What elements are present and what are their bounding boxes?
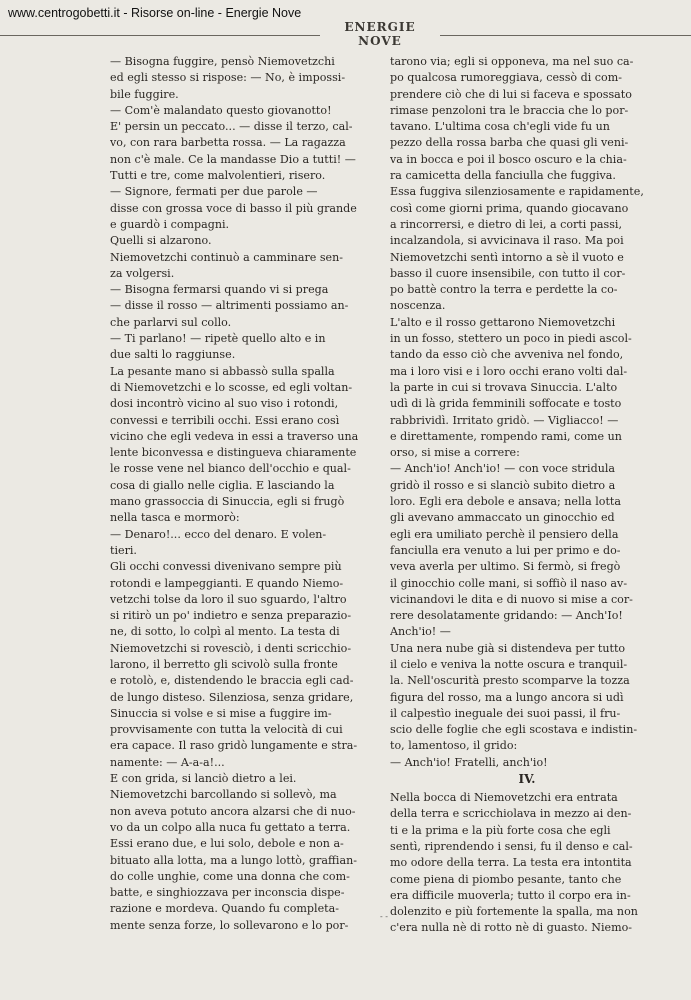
text-line: tando da esso ciò che avveniva nel fondo, bbox=[390, 348, 624, 362]
site-header: www.centrogobetti.it - Risorse on-line - Energie Nove bbox=[8, 6, 302, 20]
text-line: lente biconvessa e distingueva chiaramente bbox=[110, 446, 357, 460]
text-line: rere desolatamente gridando: — Anch'Io! bbox=[390, 609, 623, 623]
text-line: Niemovetzchi si rovesciò, i denti scricchio- bbox=[110, 641, 352, 655]
text-line: orso, si mise a correre: bbox=[390, 446, 520, 460]
text-line: — Anch'io! Fratelli, anch'io! bbox=[390, 755, 548, 769]
text-line: de lungo disteso. Silenziosa, senza gridare, bbox=[110, 690, 354, 704]
text-line: po qualcosa rumoreggiava, cessò di com- bbox=[390, 71, 622, 85]
text-line: Anch'io! — bbox=[390, 625, 451, 639]
text-line: loro. Egli era debole e ansava; nella lotta bbox=[390, 495, 621, 509]
text-line: il calpestìo ineguale dei suoi passi, il fru- bbox=[390, 706, 621, 720]
text-line: tieri. bbox=[110, 543, 137, 557]
text-line: za volgersi. bbox=[110, 266, 175, 280]
text-line: cosa di giallo nelle ciglia. E lasciando la bbox=[110, 478, 335, 492]
section-heading: IV. bbox=[518, 772, 536, 787]
text-line: Niemovetzchi sentì intorno a sè il vuoto e bbox=[390, 250, 624, 264]
text-line: L'alto e il rosso gettarono Niemovetzchi bbox=[390, 315, 616, 329]
text-line: come piena di piombo pesante, tanto che bbox=[390, 872, 622, 886]
text-line: rotondi e lampeggianti. E quando Niemo- bbox=[110, 576, 344, 590]
text-line: due salti lo raggiunse. bbox=[110, 348, 236, 362]
text-line: era difficile muoverla; tutto il corpo era in- bbox=[390, 888, 631, 902]
text-line: udì di là grida femminili soffocate e tosto bbox=[390, 397, 622, 411]
text-line: gli avevano ammaccato un ginocchio ed bbox=[390, 511, 615, 525]
page-mark: - - bbox=[380, 912, 388, 921]
text-line: — Bisogna fuggire, pensò Niemovetzchi bbox=[110, 55, 335, 68]
text-line: nella tasca e mormorò: bbox=[110, 511, 240, 525]
text-line: tavano. L'ultima cosa ch'egli vide fu un bbox=[390, 120, 610, 134]
text-line: — Signore, fermati per due parole — bbox=[110, 185, 318, 199]
text-line: il ginocchio colle mani, si soffiò il naso av- bbox=[390, 576, 628, 590]
text-line: Una nera nube già si distendeva per tutto bbox=[390, 641, 626, 655]
text-line: ra camicetta della fanciulla che fuggiva. bbox=[390, 169, 616, 183]
text-line: c'era nulla nè di rotto nè di guasto. Niemo- bbox=[390, 921, 633, 935]
text-line: veva averla per ultimo. Si fermò, si fregò bbox=[390, 560, 621, 574]
text-line: ne, di sotto, lo colpì al mento. La testa di bbox=[110, 625, 340, 639]
text-line: namente: — A-a-a!... bbox=[110, 755, 225, 769]
text-line: le rosse vene nel bianco dell'occhio e qual- bbox=[110, 462, 351, 476]
text-line: incalzandola, si avvicinava il raso. Ma poi bbox=[390, 234, 624, 248]
text-line: di Niemovetzchi e lo scosse, ed egli voltan- bbox=[110, 380, 353, 394]
text-line: della terra e scricchiolava in mezzo ai den- bbox=[390, 807, 632, 821]
text-line: dolenzito e più fortemente la spalla, ma non bbox=[390, 905, 638, 919]
text-line: il cielo e veniva la notte oscura e tranquil- bbox=[390, 657, 628, 671]
text-line: vo da un colpo alla nuca fu gettato a terra. bbox=[110, 820, 351, 834]
text-line: larono, il berretto gli scivolò sulla fronte bbox=[110, 657, 338, 671]
text-line: Gli occhi convessi divenivano sempre più bbox=[110, 560, 342, 574]
text-line: Essi erano due, e lui solo, debole e non a- bbox=[110, 837, 344, 851]
text-line: Tutti e tre, come malvolentieri, risero. bbox=[110, 169, 326, 183]
text-line: dosi incontrò vicino al suo viso i rotondi, bbox=[110, 397, 339, 411]
text-line: to, lamentoso, il grido: bbox=[390, 739, 518, 753]
text-line: batte, e singhiozzava per inconscia dispe- bbox=[110, 886, 345, 900]
text-line: mano grassoccia di Sinuccia, egli si frugò bbox=[110, 495, 345, 509]
text-line: provvisamente con tutta la velocità di cui bbox=[110, 723, 343, 737]
text-line: gridò il rosso e si slanciò subito dietro a bbox=[390, 478, 616, 492]
text-line: e direttamente, rompendo rami, come un bbox=[390, 429, 622, 443]
header-rule-right bbox=[440, 35, 691, 36]
text-line: — Ti parlano! — ripetè quello alto e in bbox=[110, 332, 326, 346]
text-line: bituato alla lotta, ma a lungo lottò, graffian- bbox=[110, 853, 357, 867]
text-line: disse con grossa voce di basso il più grande bbox=[110, 201, 357, 215]
text-line: — Denaro!... ecco del denaro. E volen- bbox=[110, 527, 327, 541]
text-line: Quelli si alzarono. bbox=[110, 234, 212, 248]
text-line: pezzo della rossa barba che quasi gli veni- bbox=[390, 136, 629, 150]
text-line: tarono via; egli si opponeva, ma nel suo ca- bbox=[390, 55, 634, 68]
text-line: vicinandovi le dita e di nuovo si mise a cor- bbox=[390, 592, 633, 606]
text-line: così come giorni prima, quando giocavano bbox=[390, 201, 629, 215]
text-line: — Anch'io! Anch'io! — con voce stridula bbox=[390, 462, 616, 476]
text-line: bile fuggire. bbox=[110, 87, 179, 101]
running-head: ENERGIE NOVE bbox=[344, 20, 416, 48]
text-line: ti e la prima e la più forte cosa che egli bbox=[390, 823, 611, 837]
text-line: basso il cuore insensibile, con tutto il cor- bbox=[390, 266, 626, 280]
text-line: — Com'è malandato questo giovanotto! bbox=[110, 103, 332, 117]
text-line: e rotolò, e, distendendo le braccia egli cad- bbox=[110, 674, 354, 688]
text-line: si ritirò un po' indietro e senza preparazio- bbox=[110, 609, 352, 623]
text-line: po battè contro la terra e perdette la co- bbox=[390, 283, 618, 297]
text-line: mo odore della terra. La testa era intontita bbox=[390, 856, 632, 870]
text-line: fanciulla era venuto a lui per primo e do- bbox=[390, 543, 621, 557]
text-line: in un fosso, stettero un poco in piedi ascol- bbox=[390, 332, 632, 346]
header-rule-left bbox=[0, 35, 320, 36]
text-line: rimase penzoloni tra le braccia che lo por- bbox=[390, 103, 629, 117]
text-line: — Bisogna fermarsi quando vi si prega bbox=[110, 283, 329, 297]
text-line: — disse il rosso — altrimenti possiamo an- bbox=[110, 299, 349, 313]
text-line: Niemovetzchi continuò a camminare sen- bbox=[110, 250, 343, 264]
left-column bbox=[110, 54, 372, 934]
text-line: vicino che egli vedeva in essi a traverso una bbox=[110, 429, 359, 443]
text-line: ma i loro visi e i loro occhi erano volti dal- bbox=[390, 364, 628, 378]
text-line: do colle unghie, come una donna che com- bbox=[110, 869, 350, 883]
text-line: vetzchi tolse da loro il suo sguardo, l'altro bbox=[110, 592, 347, 606]
text-line: vo, con rara barbetta rossa. — La ragazza bbox=[110, 136, 346, 150]
text-line: E con grida, si lanciò dietro a lei. bbox=[110, 772, 297, 786]
text-line: a rincorrersi, e dietro di lei, a corti passi, bbox=[390, 217, 623, 231]
text-line: la. Nell'oscurità presto scomparve la tozza bbox=[390, 674, 630, 688]
text-line: non c'è male. Ce la mandasse Dio a tutti! — bbox=[110, 152, 356, 166]
text-line: La pesante mano si abbassò sulla spalla bbox=[110, 364, 335, 378]
text-line: sentì, riprendendo i sensi, fu il denso e cal- bbox=[390, 839, 633, 853]
text-line: era capace. Il raso gridò lungamente e stra- bbox=[110, 739, 358, 753]
text-line: E' persin un peccato... — disse il terzo, cal- bbox=[110, 120, 353, 134]
text-line: che parlarvi sul collo. bbox=[110, 315, 232, 329]
text-line: razione e mordeva. Quando fu completa- bbox=[110, 902, 339, 916]
text-line: noscenza. bbox=[390, 299, 446, 313]
text-line: figura del rosso, ma a lungo ancora si udì bbox=[390, 690, 624, 704]
right-column bbox=[390, 54, 664, 937]
text-line: non aveva potuto ancora alzarsi che di nuo- bbox=[110, 804, 356, 818]
text-line: ed egli stesso si rispose: — No, è impossi- bbox=[110, 71, 346, 85]
text-line: prendere ciò che di lui si faceva e spossato bbox=[390, 87, 632, 101]
text-line: Niemovetzchi barcollando si sollevò, ma bbox=[110, 788, 337, 802]
text-line: Nella bocca di Niemovetzchi era entrata bbox=[390, 791, 618, 805]
text-line: va in bocca e poi il bosco oscuro e la chia- bbox=[390, 152, 627, 166]
text-line: egli era umiliato perchè il pensiero della bbox=[390, 527, 619, 541]
text-line: convessi e terribili occhi. Essi erano così bbox=[110, 413, 340, 427]
text-line: scio delle foglie che egli scostava e indistin- bbox=[390, 723, 638, 737]
text-line: rabbrividì. Irritato gridò. — Vigliacco! — bbox=[390, 413, 619, 427]
text-line: mente senza forze, lo sollevarono e lo por- bbox=[110, 918, 349, 932]
text-line: e guardò i compagni. bbox=[110, 217, 230, 231]
text-line: Essa fuggiva silenziosamente e rapidamente, bbox=[390, 185, 644, 199]
text-line: Sinuccia si volse e si mise a fuggire im- bbox=[110, 706, 332, 720]
text-line: la parte in cui si trovava Sinuccia. L'alto bbox=[390, 380, 618, 394]
